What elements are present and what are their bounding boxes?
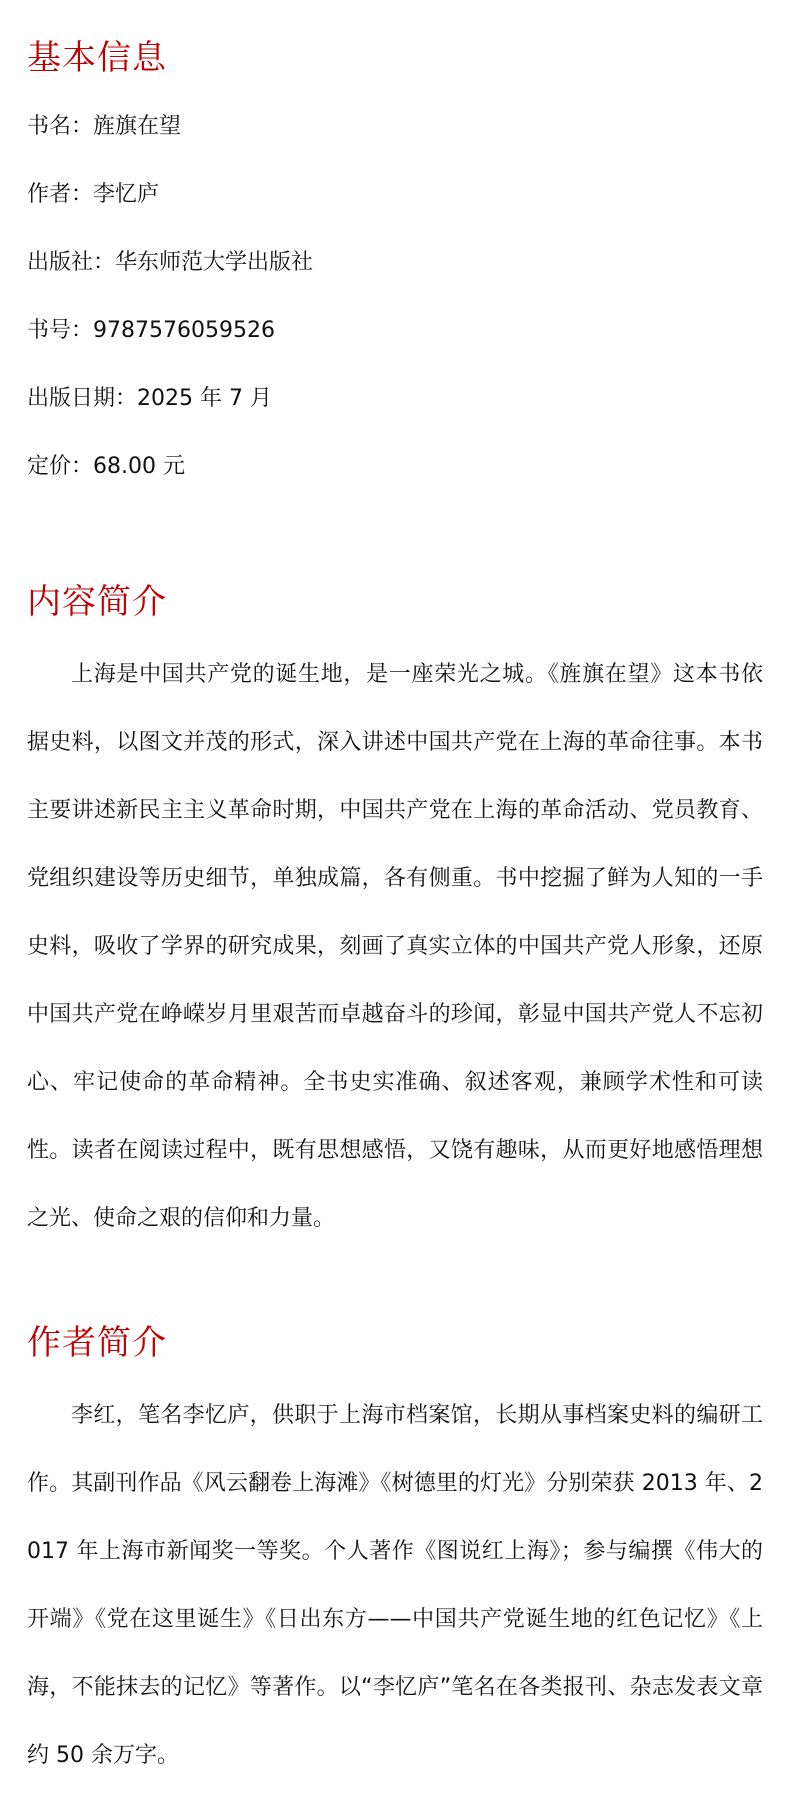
summary-heading: 内容简介	[27, 582, 167, 622]
book-publish-date-line: 出版日期：2025 年 7 月	[27, 386, 272, 411]
author-heading: 作者简介	[27, 1323, 167, 1363]
book-title-line: 书名：旌旗在望	[27, 114, 182, 139]
book-isbn-line: 书号：9787576059526	[27, 318, 275, 343]
basic-info-heading: 基本信息	[27, 38, 167, 78]
book-price-line: 定价：68.00 元	[27, 454, 185, 479]
book-author-line: 作者：李忆庐	[27, 182, 160, 207]
author-paragraph: 李红，笔名李忆庐，供职于上海市档案馆，长期从事档案史料的编研工作。其副刊作品《风云翻卷上海滩》《树德里的灯光》分别荣获 2013 年、2017 年上海市新闻奖一等奖。个人著作《图说红上海》；参与编撰《伟大的开端》《党在这里诞生》《日出东方——中国共产党诞生地的红色记忆》《上海，不能抹去的记忆》等著作。以“李忆庐”笔名在各类报刊、杂志发表文章约 50 余万字。	[27, 1403, 763, 1768]
summary-paragraph: 上海是中国共产党的诞生地，是一座荣光之城。《旌旗在望》这本书依据史料，以图文并茂的形式，深入讲述中国共产党在上海的革命往事。本书主要讲述新民主主义革命时期，中国共产党在上海的革命活动、党员教育、党组织建设等历史细节，单独成篇，各有侧重。书中挖掘了鲜为人知的一手史料，吸收了学界的研究成果，刻画了真实立体的中国共产党人形象，还原中国共产党在峥嵘岁月里艰苦而卓越奋斗的珍闻，彰显中国共产党人不忘初心、牢记使命的革命精神。全书史实准确、叙述客观，兼顾学术性和可读性。读者在阅读过程中，既有思想感悟，又饶有趣味，从而更好地感悟理想之光、使命之艰的信仰和力量。	[27, 662, 763, 1231]
book-publisher-line: 出版社：华东师范大学出版社	[27, 250, 314, 275]
